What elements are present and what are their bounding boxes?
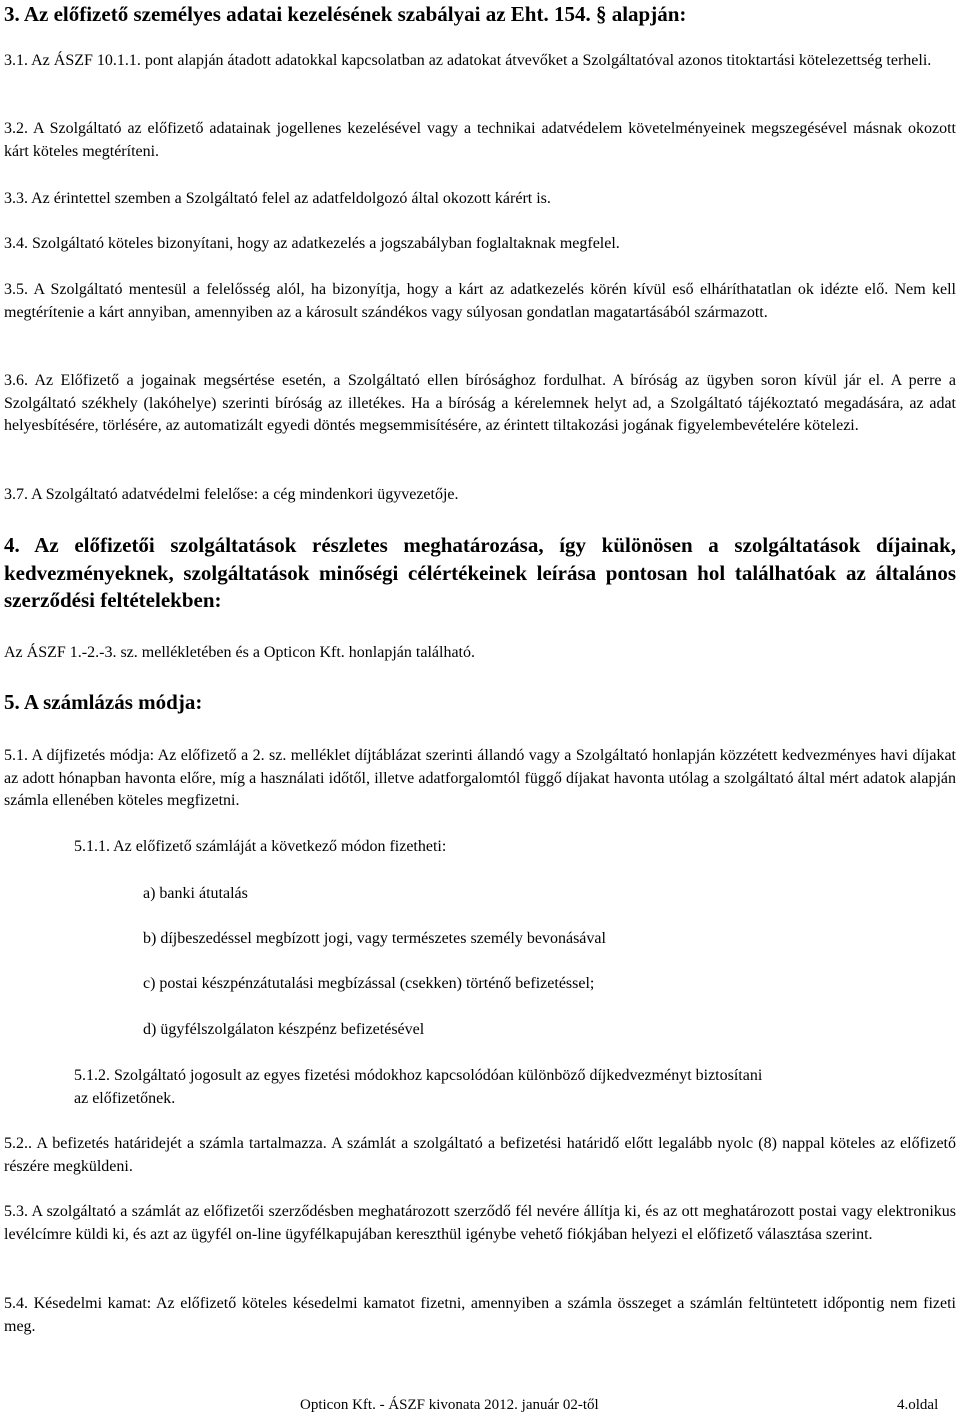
paragraph-5-1-2-line-1: 5.1.2. Szolgáltató jogosult az egyes fizetési módokhoz kapcsolódóan különböző díjkedvezményt biztosítani xyxy=(74,1067,763,1084)
payment-option-c: c) postai készpénzátutalási megbízással (csekken) történő befizetéssel; xyxy=(143,975,595,992)
paragraph-3-2: 3.2. A Szolgáltató az előfizető adatainak jogellenes kezelésével vagy a technikai adatvédelem követelményeinek megszegésével másnak okozott kárt köteles megtéríteni. xyxy=(4,120,956,160)
section-3-heading: 3. Az előfizető személyes adatai kezelésének szabályai az Eht. 154. § alapján: xyxy=(4,2,687,26)
section-4-text: Az ÁSZF 1.-2.-3. sz. mellékletében és a Opticon Kft. honlapján található. xyxy=(4,644,475,661)
paragraph-3-7: 3.7. A Szolgáltató adatvédelmi felelőse: a cég mindenkori ügyvezetője. xyxy=(4,486,459,503)
paragraph-3-4: 3.4. Szolgáltató köteles bizonyítani, hogy az adatkezelés a jogszabályban foglaltaknak megfelel. xyxy=(4,235,620,252)
paragraph-3-3: 3.3. Az érintettel szemben a Szolgáltató felel az adatfeldolgozó által okozott kárért is. xyxy=(4,190,551,207)
payment-option-b: b) díjbeszedéssel megbízott jogi, vagy természetes személy bevonásával xyxy=(143,930,606,947)
section-5-heading: 5. A számlázás módja: xyxy=(4,690,203,714)
paragraph-3-1: 3.1. Az ÁSZF 10.1.1. pont alapján átadott adatokkal kapcsolatban az adatokat átvevőket a Szolgáltatóval azonos titoktartási kötelezettség terheli. xyxy=(4,52,932,69)
paragraph-5-2: 5.2.. A befizetés határidejét a számla tartalmazza. A számlát a szolgáltató a befizetési határidő előtt legalább nyolc (8) nappal köteles az előfizető részére megküldeni. xyxy=(4,1135,956,1175)
paragraph-5-1-1: 5.1.1. Az előfizető számláját a következő módon fizetheti: xyxy=(74,838,447,855)
payment-option-d: d) ügyfélszolgálaton készpénz befizetésével xyxy=(143,1021,425,1038)
paragraph-5-1-2-line-2: az előfizetőnek. xyxy=(74,1090,176,1107)
paragraph-3-6: 3.6. Az Előfizető a jogainak megsértése esetén, a Szolgáltató ellen bírósághoz fordulhat. A bíróság az ügyben soron kívül jár el. A perre a Szolgáltató székhely (lakóhelye) szerinti bíróság az illetékes. Ha a bíróság a kérelemnek helyt ad, a Szolgáltató tájékoztató megadására, az adat helyesbítésére, törlésére, az automatizált egyedi döntés megsemmisítésére, az érintett tiltakozási jogának figyelembevételére kötelezi. xyxy=(4,372,956,434)
paragraph-5-3: 5.3. A szolgáltató a számlát az előfizetői szerződésben meghatározott szerződő fél nevére állítja ki, és az ott meghatározott postai vagy elektronikus levélcímre küldi ki, és azt az ügyfél on-line ügyfélkapujában kereszthül igénybe vehető fiókjában helyezi el előfizető választása szerint. xyxy=(4,1203,956,1243)
paragraph-5-4: 5.4. Késedelmi kamat: Az előfizető köteles késedelmi kamatot fizetni, amennyiben a számla összeget a számlán feltüntetett időpontig nem fizeti meg. xyxy=(4,1295,956,1335)
paragraph-5-1: 5.1. A díjfizetés módja: Az előfizető a 2. sz. melléklet díjtáblázat szerinti állandó vagy a Szolgáltató honlapján közzétett kedvezményes havi díjakat az adott hónapban havonta előre, míg a használati időtől, illetve adatforgalomtól függő díjakat havonta utólag a szolgáltató által mért adatok alapján számla ellenében köteles megfizetni. xyxy=(4,747,956,809)
footer-text: Opticon Kft. - ÁSZF kivonata 2012. január 02-től xyxy=(300,1397,599,1413)
section-4-heading: 4. Az előfizetői szolgáltatások részletes meghatározása, így különösen a szolgáltatások díjainak, kedvezményeknek, szolgáltatások minőségi célértékeinek leírása pontosan hol találhatóak az általános szerződési feltételekben: xyxy=(4,533,956,612)
payment-option-a: a) banki átutalás xyxy=(143,885,248,902)
page-number: 4.oldal xyxy=(897,1397,939,1413)
paragraph-3-5: 3.5. A Szolgáltató mentesül a felelősség alól, ha bizonyítja, hogy a kárt az adatkezelés körén kívül eső elháríthatatlan ok idézte elő. Nem kell megtérítenie a kárt annyiban, amennyiben az a károsult szándékos vagy súlyosan gondatlan magatartásából származott. xyxy=(4,281,956,321)
